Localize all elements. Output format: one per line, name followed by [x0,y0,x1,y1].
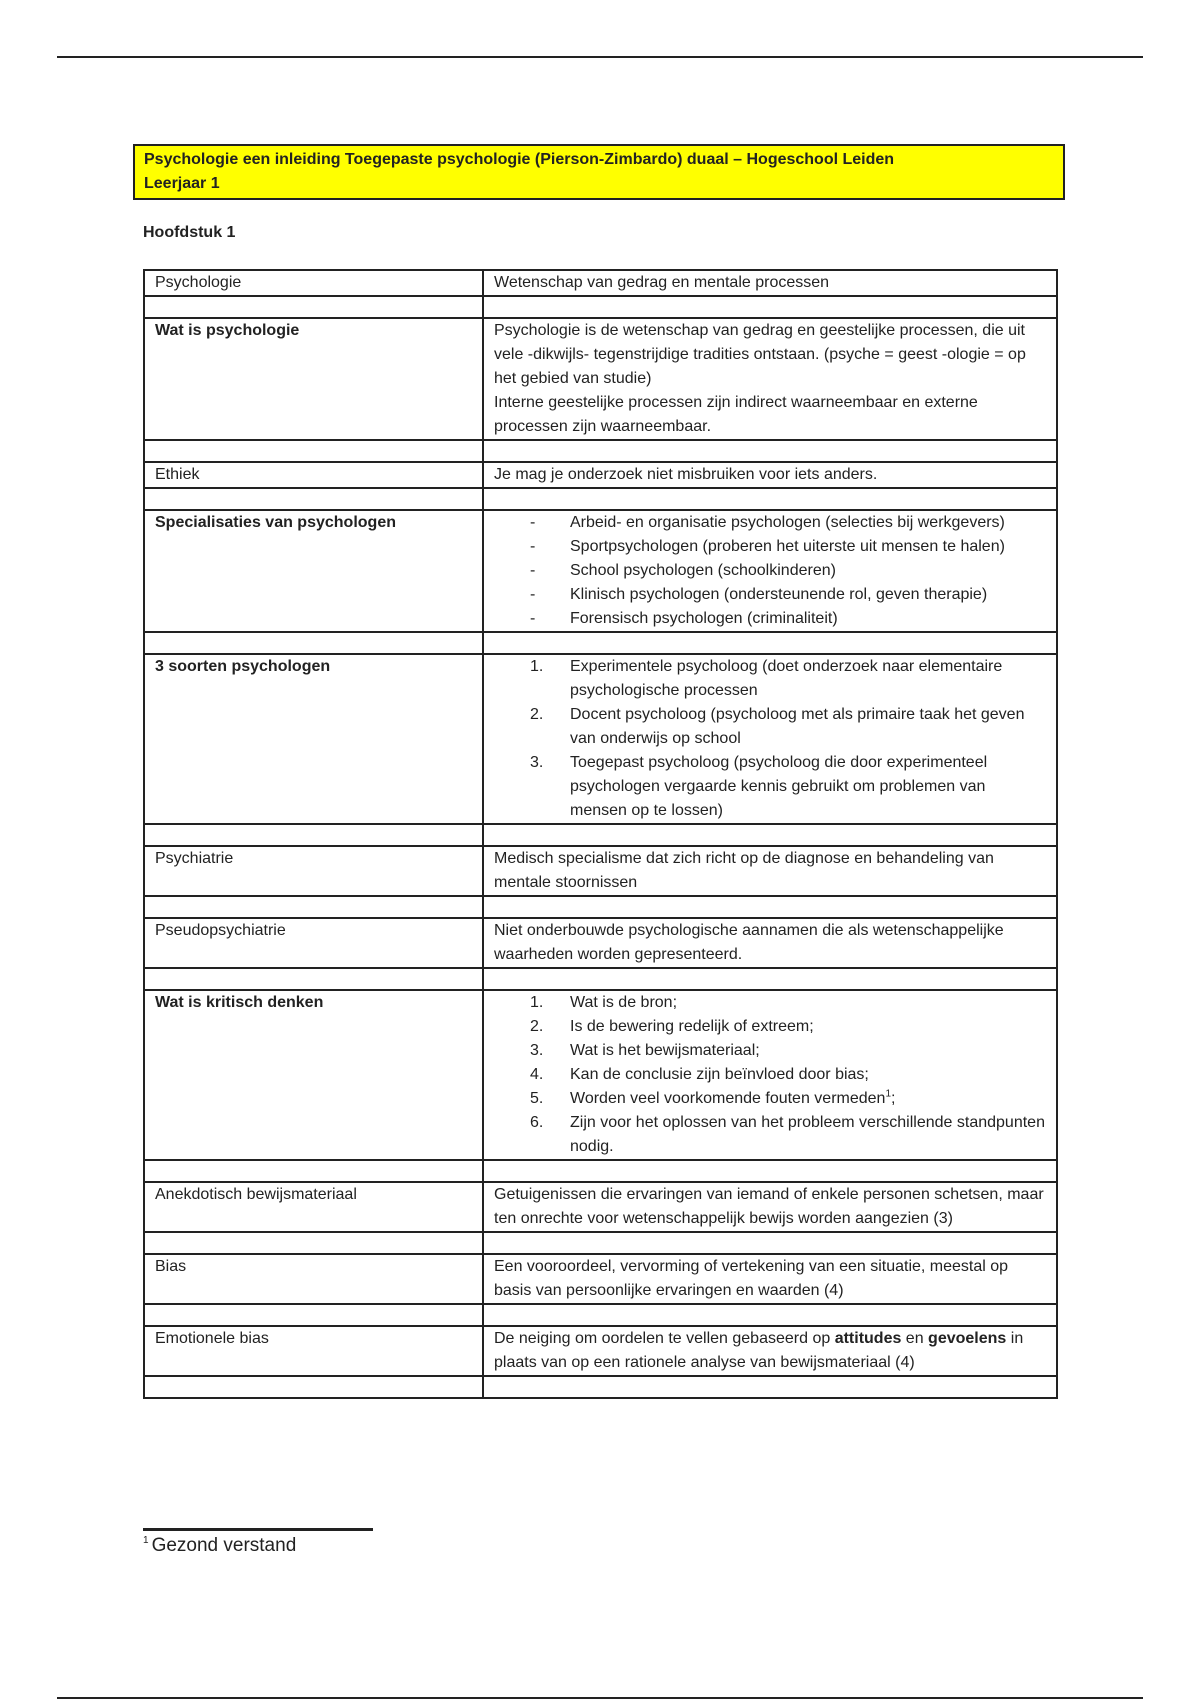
footnote-text: Gezond verstand [151,1535,297,1556]
bullet-list [494,511,1046,631]
table-row [144,918,1057,968]
term-cell: Wat is kritisch denken [144,990,483,1160]
list-item-text: Sportpsychologen (proberen het uiterste uit mensen te halen) [570,538,1005,555]
chapter-heading: Hoofdstuk 1 [143,224,236,241]
document-title-line-2: Leerjaar 1 [144,175,220,192]
spacer-row [144,632,1057,654]
definition-cell [483,990,1057,1160]
term-cell: Wat is psychologie [144,318,483,440]
list-item-text: Wat is het bewijsmateriaal; [570,1042,760,1059]
term-cell: 3 soorten psychologen [144,654,483,824]
table-row [144,510,1057,632]
spacer-row [144,968,1057,990]
spacer-row [144,296,1057,318]
spacer-row [144,824,1057,846]
list-item [494,1015,1046,1039]
list-item [494,1039,1046,1063]
number-marker: 6. [530,1114,544,1131]
definition-cell: Wetenschap van gedrag en mentale processen [483,270,1057,296]
term-cell: Bias [144,1254,483,1304]
definition-cell [483,1326,1057,1376]
table-row [144,462,1057,488]
list-item [494,991,1046,1015]
footnote-mark: 1 [143,1535,149,1546]
list-item [494,1087,1046,1111]
list-item [494,1111,1046,1159]
term-cell: Psychiatrie [144,846,483,896]
list-item-text: Zijn voor het oplossen van het probleem verschillende standpunten nodig. [570,1114,1045,1155]
list-item-text: Wat is de bron; [570,994,678,1011]
table-row [144,270,1057,296]
number-marker: 1. [530,658,544,675]
list-item [494,751,1046,823]
number-marker: 1. [530,994,544,1011]
list-item [494,655,1046,703]
definition-cell [483,510,1057,632]
table-row [144,1182,1057,1232]
dash-marker: - [530,586,536,603]
dash-marker: - [530,538,536,555]
definition-text: en [901,1330,929,1347]
dash-marker: - [530,514,536,531]
spacer-row [144,1376,1057,1398]
list-item-text-tail: ; [891,1090,896,1107]
list-item-text: Kan de conclusie zijn beïnvloed door bias; [570,1066,869,1083]
table-row [144,1326,1057,1376]
number-marker: 3. [530,754,544,771]
list-item [494,607,1046,631]
definitions-table [143,269,1058,1399]
term-cell: Ethiek [144,462,483,488]
definition-paragraph: Psychologie is de wetenschap van gedrag en geestelijke processen, die uit vele -dikwijls- tegenstrijdige tradities ontstaan. (psyche = geest -ologie = op het gebied van studie) [494,322,1026,387]
dash-marker: - [530,610,536,627]
header-rule [57,56,1143,58]
list-item-text: Toegepast psycholoog (psycholoog die door experimenteel psychologen vergaarde kennis gebruikt om problemen van mensen op te lossen) [570,754,988,819]
definition-emphasis: attitudes [834,1330,902,1347]
numbered-list [494,655,1046,823]
list-item [494,703,1046,751]
spacer-row [144,1304,1057,1326]
footer-rule [57,1697,1143,1699]
table-row [144,990,1057,1160]
definition-cell: Medisch specialisme dat zich richt op de diagnose en behandeling van mentale stoornissen [483,846,1057,896]
list-item-text: School psychologen (schoolkinderen) [570,562,836,579]
spacer-row [144,1232,1057,1254]
number-marker: 2. [530,1018,544,1035]
list-item [494,559,1046,583]
spacer-row [144,488,1057,510]
number-marker: 2. [530,706,544,723]
list-item [494,583,1046,607]
list-item-text: Is de bewering redelijk of extreem; [570,1018,814,1035]
spacer-row [144,1160,1057,1182]
footnote [143,1534,296,1558]
definition-paragraph: Interne geestelijke processen zijn indirect waarneembaar en externe processen zijn waarneembaar. [494,394,978,435]
table-row [144,318,1057,440]
list-item [494,511,1046,535]
number-marker: 4. [530,1066,544,1083]
footnote-separator [143,1528,373,1531]
spacer-row [144,896,1057,918]
dash-marker: - [530,562,536,579]
list-item-text-main: Worden veel voorkomende fouten vermeden [570,1090,886,1107]
list-item-text: Forensisch psychologen (criminaliteit) [570,610,838,627]
spacer-row [144,440,1057,462]
number-marker: 3. [530,1042,544,1059]
definition-text: De neiging om oordelen te vellen gebaseerd op [494,1330,835,1347]
definition-cell: Je mag je onderzoek niet misbruiken voor iets anders. [483,462,1057,488]
list-item-text: Docent psycholoog (psycholoog met als primaire taak het geven van onderwijs op school [570,706,1025,747]
document-title-line-1: Psychologie een inleiding Toegepaste psychologie (Pierson-Zimbardo) duaal – Hogeschool Leiden [144,151,895,168]
term-cell: Emotionele bias [144,1326,483,1376]
table-row [144,1254,1057,1304]
list-item [494,535,1046,559]
term-cell: Specialisaties van psychologen [144,510,483,632]
list-item-text: Experimentele psycholoog (doet onderzoek naar elementaire psychologische processen [570,658,1003,699]
list-item-text: Klinisch psychologen (ondersteunende rol, geven therapie) [570,586,988,603]
definition-cell [483,654,1057,824]
numbered-list [494,991,1046,1159]
document-title-box [133,144,1065,200]
term-cell: Pseudopsychiatrie [144,918,483,968]
term-cell: Anekdotisch bewijsmateriaal [144,1182,483,1232]
term-cell: Psychologie [144,270,483,296]
definition-cell: Niet onderbouwde psychologische aannamen die als wetenschappelijke waarheden worden gepresenteerd. [483,918,1057,968]
definition-cell: Getuigenissen die ervaringen van iemand of enkele personen schetsen, maar ten onrechte voor wetenschappelijk bewijs worden aangezien (3) [483,1182,1057,1232]
footnote-reference[interactable]: 1 [885,1088,892,1100]
definition-cell: Een vooroordeel, vervorming of vertekening van een situatie, meestal op basis van persoonlijke ervaringen en waarden (4) [483,1254,1057,1304]
number-marker: 5. [530,1090,544,1107]
definition-text: in plaats van op een rationele analyse van bewijsmateriaal (4) [494,1330,1024,1371]
list-item [494,1063,1046,1087]
list-item-text [570,1087,1046,1111]
list-item-text: Arbeid- en organisatie psychologen (selecties bij werkgevers) [570,514,1005,531]
definition-emphasis: gevoelens [928,1330,1007,1347]
definition-cell [483,318,1057,440]
table-row [144,654,1057,824]
table-row [144,846,1057,896]
